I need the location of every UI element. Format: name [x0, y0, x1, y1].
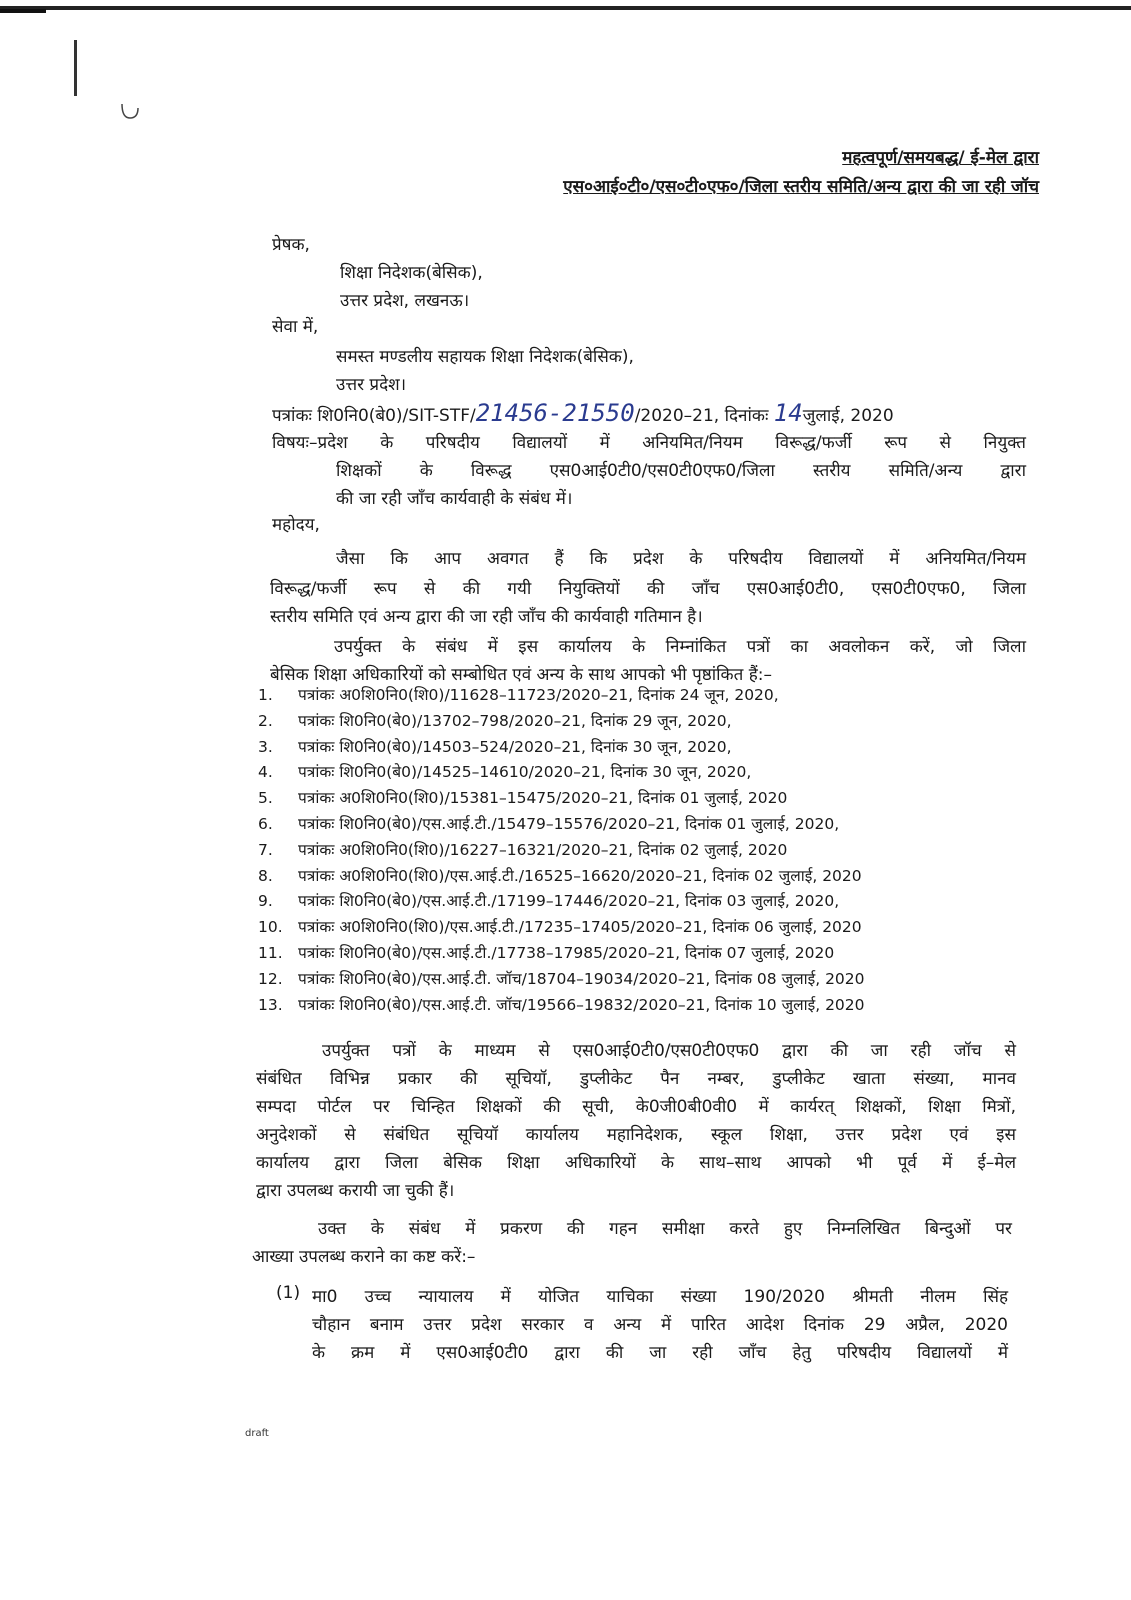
paragraph-line: कार्यालय द्वारा जिला बेसिक शिक्षा अधिकारियों के साथ–साथ आपको भी पूर्व में ई–मेल	[256, 1153, 1016, 1173]
reference-number: 6.	[258, 814, 273, 833]
sender-line: शिक्षा निदेशक(बेसिक),	[340, 263, 483, 283]
salutation: महोदय,	[272, 515, 320, 535]
reference-number: 2.	[258, 711, 273, 730]
reference-number: 13.	[258, 995, 283, 1014]
paragraph-line: उपर्युक्त के संबंध में इस कार्यालय के निम्नांकित पत्रों का अवलोकन करें, जो जिला	[334, 637, 1026, 657]
point-number: (1)	[276, 1283, 301, 1303]
letter-ref-prefix: पत्रांकः शि0नि0(बे0)/SIT-STF/	[272, 406, 476, 426]
subject-line: की जा रही जाँच कार्यवाही के संबंध में।	[336, 489, 573, 509]
reference-text: पत्रांकः शि0नि0(बे0)/एस.आई.टी. जॉच/18704–19034/2020–21, दिनांक 08 जुलाई, 2020	[298, 969, 865, 988]
reference-text: पत्रांकः शि0नि0(बे0)/एस.आई.टी./17738–17985/2020–21, दिनांक 07 जुलाई, 2020	[298, 943, 835, 962]
letter-ref-mid: /2020–21, दिनांकः	[634, 406, 769, 426]
letter-ref-suffix: जुलाई, 2020	[802, 406, 894, 426]
reference-item	[258, 839, 865, 865]
reference-item	[258, 994, 865, 1020]
scan-curl-mark	[118, 100, 142, 124]
paragraph-line: द्वारा उपलब्ध करायी जा चुकी हैं।	[256, 1181, 455, 1201]
reference-item	[258, 684, 865, 710]
paragraph-line: स्तरीय समिति एवं अन्य द्वारा की जा रही जाँच की कार्यवाही गतिमान है।	[270, 607, 703, 627]
paragraph-line: अनुदेशकों से संबंधित सूचियॉ कार्यालय महानिदेशक, स्कूल शिक्षा, उत्तर प्रदेश एवं इस	[256, 1125, 1016, 1145]
handwritten-day: 14	[773, 399, 803, 427]
reference-item	[258, 890, 865, 916]
reference-text: पत्रांकः अ0शि0नि0(शि0)/11628–11723/2020–21, दिनांक 24 जून, 2020,	[298, 686, 779, 704]
reference-number: 9.	[258, 892, 273, 911]
scan-mark	[74, 40, 77, 96]
reference-text: पत्रांकः शि0नि0(बे0)/14503–524/2020–21, दिनांक 30 जून, 2020,	[298, 737, 732, 756]
reference-number: 10.	[258, 918, 283, 937]
reference-text: पत्रांकः अ0शि0नि0(शि0)/16227–16321/2020–21, दिनांक 02 जुलाई, 2020	[298, 840, 788, 859]
reference-item	[258, 942, 865, 968]
subject-line: शिक्षकों के विरूद्ध एस0आई0टी0/एस0टी0एफ0/जिला स्तरीय समिति/अन्य द्वारा	[336, 461, 1026, 481]
reference-item	[258, 865, 865, 891]
paragraph-line: जैसा कि आप अवगत हैं कि प्रदेश के परिषदीय विद्यालयों में अनियमित/नियम	[336, 549, 1026, 569]
paragraph-line: उक्त के संबंध में प्रकरण की गहन समीक्षा करते हुए निम्नलिखित बिन्दुओं पर	[318, 1219, 1012, 1239]
reference-number: 3.	[258, 737, 273, 756]
reference-item	[258, 761, 865, 787]
reference-text: पत्रांकः शि0नि0(बे0)/एस.आई.टी. जॉच/19566–19832/2020–21, दिनांक 10 जुलाई, 2020	[298, 995, 865, 1014]
letter-reference	[272, 399, 894, 427]
reference-text: पत्रांकः शि0नि0(बे0)/एस.आई.टी./15479–15576/2020–21, दिनांक 01 जुलाई, 2020,	[298, 814, 840, 833]
reference-number: 7.	[258, 840, 273, 859]
point-line: मा0 उच्च न्यायालय में योजित याचिका संख्या 190/2020 श्रीमती नीलम सिंह	[312, 1287, 1008, 1307]
reference-item	[258, 916, 865, 942]
paragraph-line: उपर्युक्त पत्रों के माध्यम से एस0आई0टी0/एस0टी0एफ0 द्वारा की जा रही जॉच से	[322, 1041, 1016, 1061]
paragraph-line: संबंधित विभिन्न प्रकार की सूचियॉ, डुप्लीकेट पैन नम्बर, डुप्लीकेट खाता संख्या, मानव	[256, 1069, 1016, 1089]
priority-heading: महत्वपूर्ण/समयबद्ध/ ई-मेल द्वारा	[842, 148, 1039, 168]
handwritten-letter-number: 21456-21550	[475, 399, 635, 427]
point-line: के क्रम में एस0आई0टी0 द्वारा की जा रही जाँच हेतु परिषदीय विद्यालयों में	[312, 1343, 1008, 1363]
reference-number: 4.	[258, 763, 273, 782]
recipient-label: सेवा में,	[272, 317, 319, 337]
paragraph-line: विरूद्ध/फर्जी रूप से की गयी नियुक्तियों की जाँच एस0आई0टी0, एस0टी0एफ0, जिला	[270, 579, 1026, 599]
reference-number: 12.	[258, 969, 283, 988]
paragraph-line: सम्पदा पोर्टल पर चिन्हित शिक्षकों की सूची, के0जी0बी0वी0 में कार्यरत् शिक्षकों, शिक्षा मित्रों,	[256, 1097, 1016, 1117]
reference-text: पत्रांकः अ0शि0नि0(शि0)/एस.आई.टी./17235–17405/2020–21, दिनांक 06 जुलाई, 2020	[298, 918, 862, 937]
paragraph-line: बेसिक शिक्षा अधिकारियों को सम्बोधित एवं अन्य के साथ आपको भी पृष्ठांकित हैं:–	[270, 665, 772, 685]
reference-text: पत्रांकः अ0शि0नि0(शि0)/15381–15475/2020–21, दिनांक 01 जुलाई, 2020	[298, 789, 788, 808]
reference-item	[258, 813, 865, 839]
recipient-line: उत्तर प्रदेश।	[336, 375, 407, 395]
subject-line: विषयः–प्रदेश के परिषदीय विद्यालयों में अनियमित/नियम विरूद्ध/फर्जी रूप से नियुक्त	[272, 433, 1026, 453]
paragraph-line: आख्या उपलब्ध कराने का कष्ट करें:–	[252, 1247, 476, 1267]
reference-text: पत्रांकः शि0नि0(बे0)/एस.आई.टी./17199–17446/2020–21, दिनांक 03 जुलाई, 2020,	[298, 892, 840, 911]
reference-item	[258, 968, 865, 994]
scan-border-line	[0, 6, 1131, 10]
sender-label: प्रेषक,	[272, 235, 310, 255]
reference-list	[258, 684, 865, 1019]
reference-item	[258, 710, 865, 736]
reference-number: 8.	[258, 866, 273, 885]
scan-border-tick	[0, 9, 46, 13]
investigation-heading: एस०आई०टी०/एस०टी०एफ०/जिला स्तरीय समिति/अन्य द्वारा की जा रही जॉच	[563, 177, 1039, 197]
reference-text: पत्रांकः शि0नि0(बे0)/14525–14610/2020–21, दिनांक 30 जून, 2020,	[298, 763, 752, 782]
reference-item	[258, 736, 865, 762]
reference-text: पत्रांकः शि0नि0(बे0)/13702–798/2020–21, दिनांक 29 जून, 2020,	[298, 711, 732, 730]
reference-number: 5.	[258, 789, 273, 808]
reference-number: 1.	[258, 686, 273, 704]
point-line: चौहान बनाम उत्तर प्रदेश सरकार व अन्य में पारित आदेश दिनांक 29 अप्रैल, 2020	[312, 1315, 1008, 1335]
draft-mark: draft	[245, 1428, 269, 1439]
reference-number: 11.	[258, 943, 283, 962]
sender-line: उत्तर प्रदेश, लखनऊ।	[340, 291, 470, 311]
reference-text: पत्रांकः अ0शि0नि0(शि0)/एस.आई.टी./16525–16620/2020–21, दिनांक 02 जुलाई, 2020	[298, 866, 862, 885]
reference-item	[258, 787, 865, 813]
recipient-line: समस्त मण्डलीय सहायक शिक्षा निदेशक(बेसिक),	[336, 347, 634, 367]
